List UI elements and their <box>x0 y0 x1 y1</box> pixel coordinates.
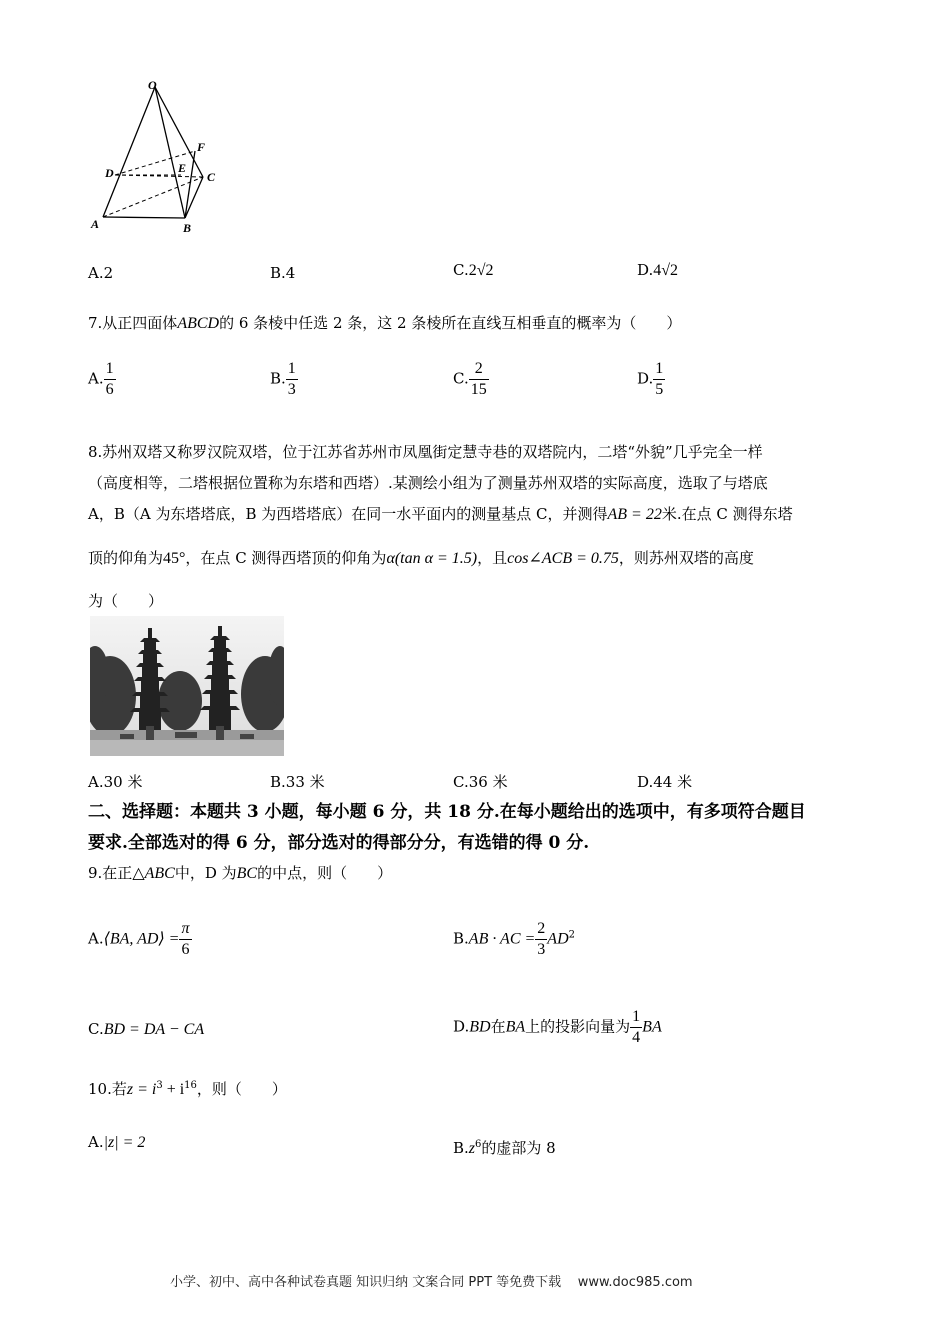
q7-option-c-den: 15 <box>470 381 487 398</box>
label-o: O <box>148 78 157 92</box>
q10-sup2: 16 <box>184 1080 197 1091</box>
q8-line3-math: AB = 22 <box>607 506 662 523</box>
q7-option-d-num: 1 <box>655 360 664 377</box>
q7-option-b <box>270 360 298 399</box>
q7-option-d <box>637 360 665 399</box>
q10-option-a-prefix: A. <box>88 1133 104 1151</box>
q7-option-b-num: 1 <box>287 360 296 377</box>
q8-line3-a: A，B（A 为东塔塔底，B 为西塔塔底）在同一水平面内的测量基点 C，并测得 <box>88 505 608 523</box>
q9-option-d-prefix: D. <box>453 1017 470 1036</box>
q10-option-b <box>453 1135 556 1159</box>
q10-plus: + i <box>162 1081 185 1098</box>
q10-option-b-text: 的虚部为 8 <box>481 1139 556 1157</box>
q7-stem-suffix: 的 6 条棱中任选 2 条，这 2 条棱所在直线互相垂直的概率为（ ） <box>219 314 682 332</box>
q9-option-a-prefix: A. <box>88 929 104 948</box>
q9-option-a-den: 6 <box>181 941 190 958</box>
q10-option-a <box>88 1132 145 1153</box>
q8-line4-b: ，在点 C 测得西塔顶的仰角为 <box>185 549 387 567</box>
q7-option-a-den: 6 <box>105 381 114 398</box>
q9-stem-c: 的中点，则（ ） <box>257 864 393 882</box>
section2-line1: 二、选择题：本题共 3 小题，每小题 6 分，共 18 分.在每小题给出的选项中，有多项符合题目 <box>88 802 806 822</box>
q9-option-b <box>453 920 575 959</box>
q9-option-d-tail: BA <box>642 1018 662 1036</box>
q6-option-b: B.4 <box>270 264 296 282</box>
q7-option-b-prefix: B. <box>270 369 286 388</box>
q9-stem-math2: BC <box>236 865 258 882</box>
q10-stem <box>88 1076 287 1100</box>
label-e: E <box>178 161 187 175</box>
q9-stem-b: 中，D 为 <box>174 864 237 882</box>
q7-option-a-num: 1 <box>105 360 114 377</box>
q10-stem-b: ，则（ ） <box>196 1080 287 1098</box>
q7-option-a-prefix: A. <box>88 369 104 388</box>
q8-line4-a: 顶的仰角为 <box>88 549 164 567</box>
q6-option-d-prefix: D. <box>637 261 654 279</box>
q10-stem-math: z = i <box>126 1081 157 1098</box>
footer <box>170 1271 693 1290</box>
q9-option-d-text1: 在 <box>490 1017 506 1036</box>
q8-line4-c: ，且 <box>477 549 508 567</box>
q7-option-c-prefix: C. <box>453 369 469 388</box>
q8-line3-b: 米.在点 C 测得东塔 <box>661 505 793 523</box>
q8-option-b: B.33 米 <box>270 773 325 791</box>
q9-option-b-sup: 2 <box>568 929 575 941</box>
q7-option-d-prefix: D. <box>637 369 654 388</box>
q10-option-b-prefix: B. <box>453 1139 469 1157</box>
q7-option-c <box>453 360 489 399</box>
q7-option-c-num: 2 <box>474 360 483 377</box>
q8-line4-d: ，则苏州双塔的高度 <box>618 549 754 567</box>
q8-line2: （高度相等，二塔根据位置称为东塔和西塔）.某测绘小组为了测量苏州双塔的实际高度，选取了与塔底 <box>88 474 768 492</box>
q6-option-c-value: 2√2 <box>468 262 494 279</box>
q6-option-d-value: 4√2 <box>653 262 679 279</box>
q8-option-c: C.36 米 <box>453 773 508 791</box>
q9-option-b-den: 3 <box>537 941 546 958</box>
q9-option-c-prefix: C. <box>88 1020 104 1038</box>
q8-line4 <box>88 548 754 569</box>
label-d: D <box>105 166 114 180</box>
q7-stem-math: ABCD <box>177 315 220 332</box>
q9-option-a-math: ⟨BA, AD⟩ = <box>103 930 180 948</box>
tetrahedron-figure <box>85 75 235 240</box>
label-c: C <box>207 170 216 184</box>
q10-option-b-sup: 6 <box>475 1139 482 1150</box>
q10-option-b-math: z <box>468 1140 476 1157</box>
section2-line2: 要求.全部选对的得 6 分，部分选对的得部分分，有选错的得 0 分. <box>88 833 590 853</box>
q10-stem-a: 10.若 <box>88 1080 127 1098</box>
footer-url[interactable]: www.doc985.com <box>577 1275 693 1290</box>
q9-option-a-num: π <box>181 920 190 937</box>
q9-option-d-math1: BD <box>469 1018 491 1036</box>
q9-option-d-text2: 上的投影向量为 <box>525 1017 631 1036</box>
q6-option-a: A.2 <box>88 264 114 282</box>
q9-stem-math1: △ABC <box>132 865 175 882</box>
q9-option-d-math2: BA <box>505 1018 526 1036</box>
q9-option-d-num: 1 <box>632 1008 641 1025</box>
q7-option-b-den: 3 <box>287 381 296 398</box>
q6-option-c-prefix: C. <box>453 261 469 279</box>
q8-line5: 为（ ） <box>88 592 164 610</box>
q9-option-d <box>453 1008 662 1047</box>
twin-pagoda-photo <box>90 616 284 756</box>
q8-line1: 8.苏州双塔又称罗汉院双塔，位于江苏省苏州市凤凰街定慧寺巷的双塔院内，二塔“外貌”几乎完全一样 <box>88 443 763 461</box>
q8-option-d: D.44 米 <box>637 773 693 791</box>
label-a: A <box>91 217 100 231</box>
q7-option-d-den: 5 <box>655 381 664 398</box>
q10-option-a-math: |z| = 2 <box>103 1134 146 1151</box>
q8-option-a: A.30 米 <box>88 773 143 791</box>
q9-option-b-tail: AD <box>547 930 569 948</box>
q9-option-b-math: AB · AC = <box>468 930 536 948</box>
q7-stem <box>88 313 681 334</box>
q8-line4-math2: α(tan α = 1.5) <box>386 550 478 567</box>
q9-stem-a: 9.在正 <box>88 864 133 882</box>
q9-option-c <box>88 1019 204 1040</box>
q9-option-c-math: BD = DA − CA <box>103 1021 205 1038</box>
q9-option-d-den: 4 <box>632 1029 641 1046</box>
label-f: F <box>197 140 206 154</box>
q9-stem <box>88 863 392 884</box>
q8-line4-math1: 45° <box>163 550 186 567</box>
q6-option-d <box>637 260 678 281</box>
q8-line4-math3: cos∠ACB = 0.75 <box>507 550 619 567</box>
q10-sup1: 3 <box>156 1080 163 1091</box>
q8-line3 <box>88 504 793 525</box>
q9-option-b-prefix: B. <box>453 929 469 948</box>
q7-option-a <box>88 360 116 399</box>
footer-text: 小学、初中、高中各种试卷真题 知识归纳 文案合同 PPT 等免费下载 <box>170 1275 562 1290</box>
q6-option-c <box>453 260 494 281</box>
label-b: B <box>183 221 192 235</box>
q9-option-a <box>88 920 192 959</box>
q9-option-b-num: 2 <box>537 920 546 937</box>
q7-stem-prefix: 7.从正四面体 <box>88 314 178 332</box>
